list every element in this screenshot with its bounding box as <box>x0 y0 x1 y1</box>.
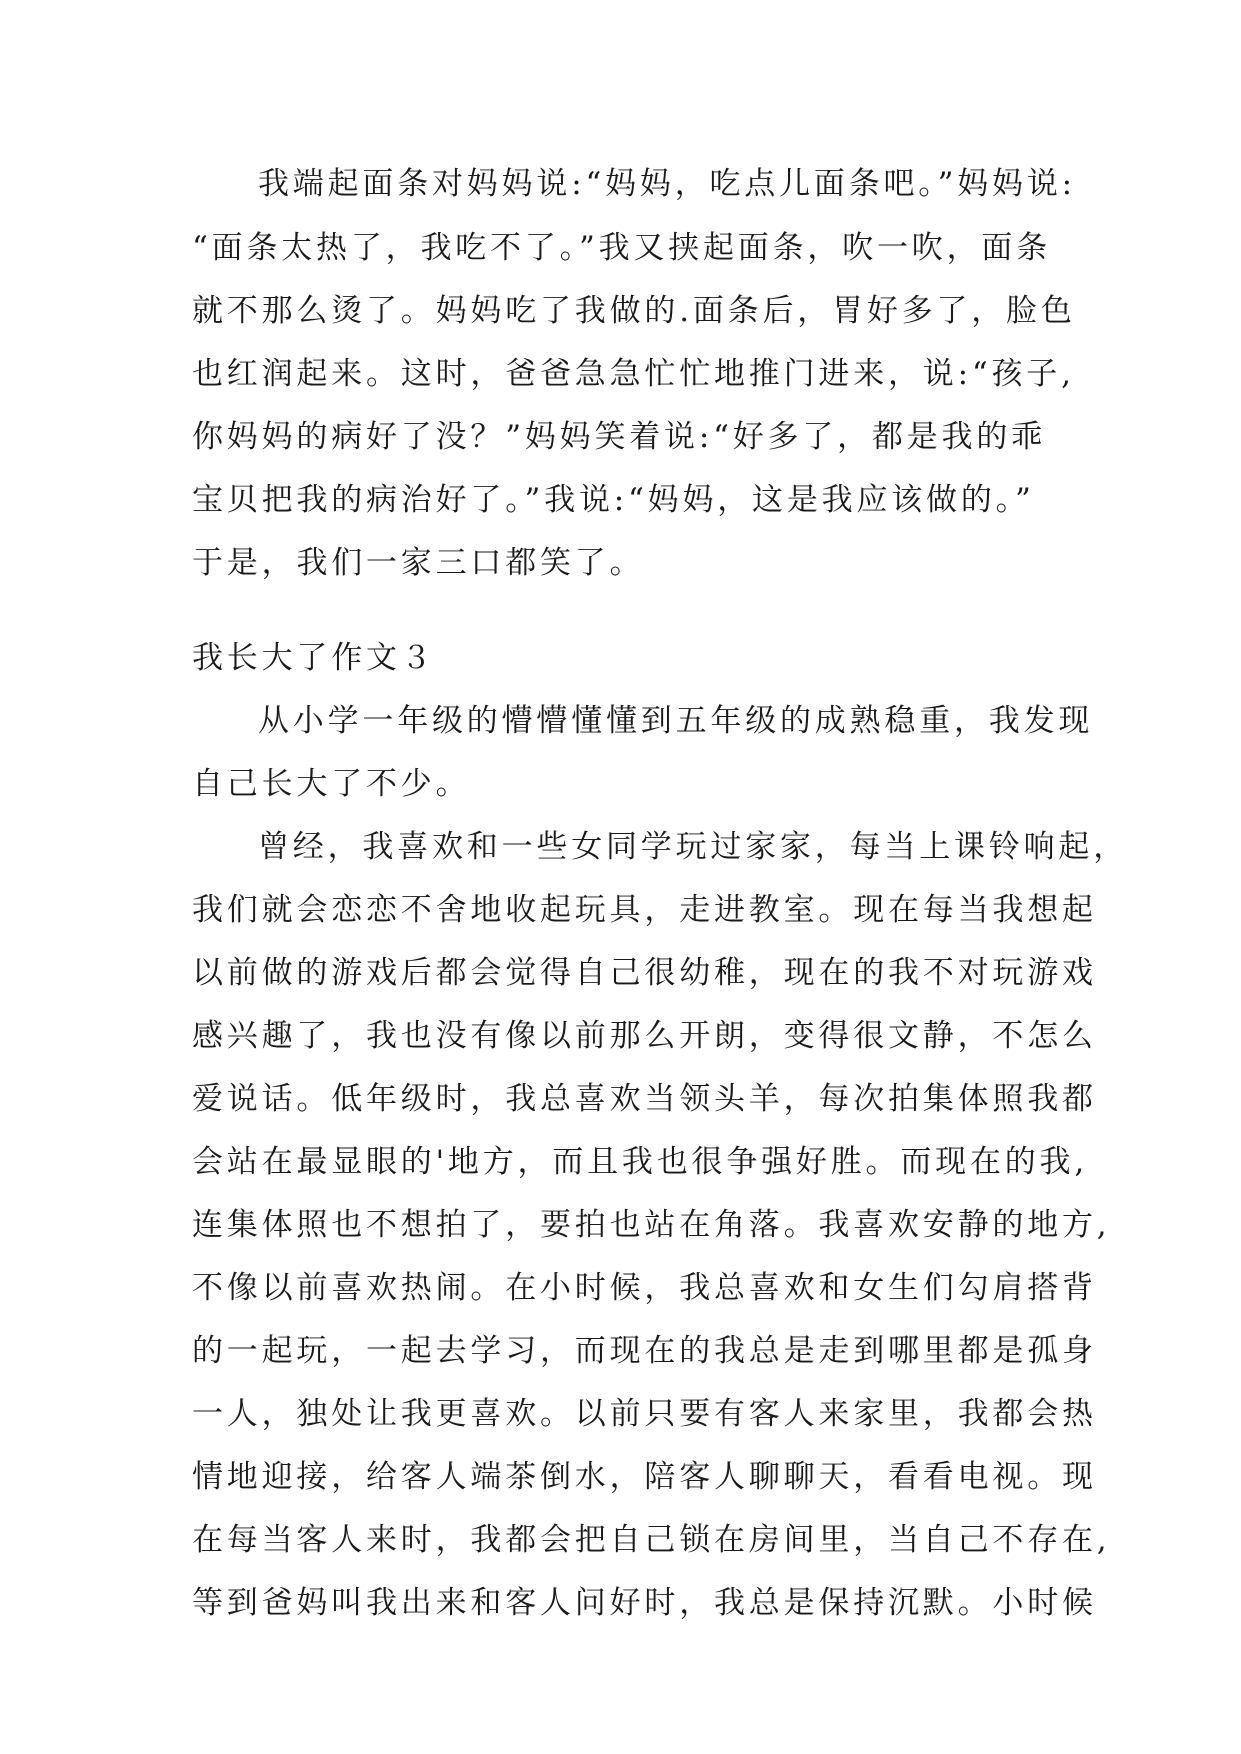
paragraph-line: 宝贝把我的病治好了。”我说:“妈妈，这是我应该做的。” <box>192 482 1035 518</box>
paragraph-line: 我端起面条对妈妈说:“妈妈，吃点儿面条吧。”妈妈说: <box>258 166 1076 202</box>
paragraph-line: 曾经，我喜欢和一些女同学玩过家家，每当上课铃响起， <box>258 829 1128 865</box>
paragraph-line: 以前做的游戏后都会觉得自己很幼稚，现在的我不对玩游戏 <box>192 955 1097 991</box>
paragraph-line: 自己长大了不少。 <box>192 766 471 802</box>
paragraph-line: “面条太热了，我吃不了。”我又挟起面条，吹一吹，面条 <box>192 230 1051 266</box>
section-heading: 我长大了作文３ <box>192 640 436 676</box>
paragraph-line: 连集体照也不想拍了，要拍也站在角落。我喜欢安静的地方, <box>192 1207 1111 1243</box>
paragraph-line: 会站在最显眼的'地方，而且我也很争强好胜。而现在的我, <box>192 1144 1088 1180</box>
paragraph-line: 一人，独处让我更喜欢。以前只要有客人来家里，我都会热 <box>192 1396 1097 1432</box>
paragraph-line: 我们就会恋恋不舍地收起玩具，走进教室。现在每当我想起 <box>192 892 1097 928</box>
paragraph-line: 等到爸妈叫我出来和客人问好时，我总是保持沉默。小时候 <box>192 1585 1097 1621</box>
paragraph-line: 也红润起来。这时，爸爸急急忙忙地推门进来，说:“孩子, <box>192 356 1075 392</box>
paragraph-line: 不像以前喜欢热闹。在小时候，我总喜欢和女生们勾肩搭背 <box>192 1270 1097 1306</box>
paragraph-line: 于是，我们一家三口都笑了。 <box>192 545 645 581</box>
paragraph-line: 情地迎接，给客人端茶倒水，陪客人聊聊天，看看电视。现 <box>192 1459 1097 1495</box>
paragraph-line: 你妈妈的病好了没？”妈妈笑着说:“好多了，都是我的乖 <box>192 419 1046 455</box>
paragraph-line: 爱说话。低年级时，我总喜欢当领头羊，每次拍集体照我都 <box>192 1081 1097 1117</box>
paragraph-line: 就不那么烫了。妈妈吃了我做的.面条后，胃好多了，脸色 <box>192 293 1076 329</box>
paragraph-line: 从小学一年级的懵懵懂懂到五年级的成熟稳重，我发现 <box>258 703 1094 739</box>
paragraph-line: 感兴趣了，我也没有像以前那么开朗，变得很文静，不怎么 <box>192 1018 1097 1054</box>
paragraph-line: 在每当客人来时，我都会把自己锁在房间里，当自己不存在, <box>192 1522 1111 1558</box>
paragraph-line: 的一起玩，一起去学习，而现在的我总是走到哪里都是孤身 <box>192 1333 1097 1369</box>
